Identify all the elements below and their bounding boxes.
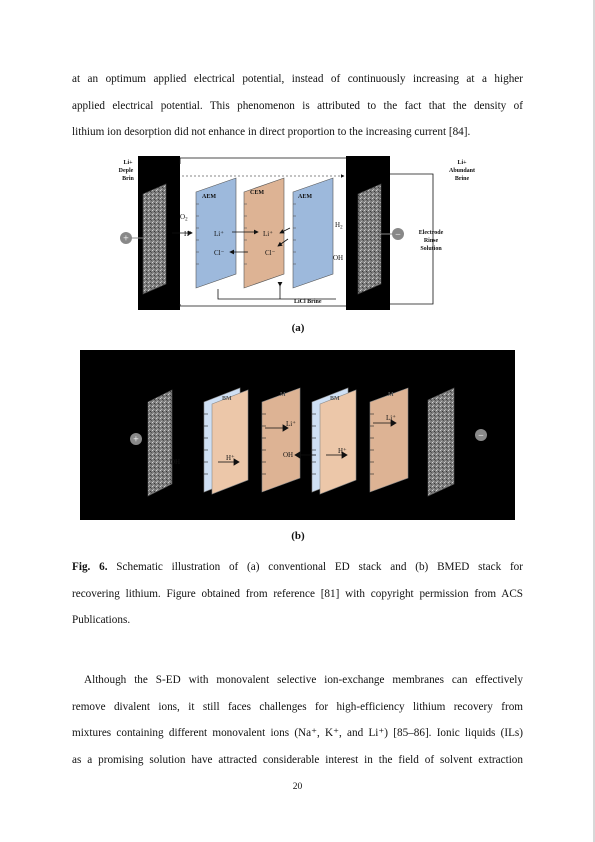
text-line: lithium ion desorption did not enhance in direct proportion to the increasing current [84]. (72, 126, 471, 138)
bipolar-membrane-tan (212, 390, 248, 494)
caption-line: Publications. (72, 614, 131, 626)
page-number: 20 (292, 782, 303, 792)
cem-label: CEM (250, 190, 264, 196)
o2-label: $O_2$ (180, 213, 188, 223)
rinse-solution-label: Rinse (423, 238, 439, 244)
membrane-label: M (280, 392, 286, 398)
membrane-label: BM (222, 396, 232, 402)
paragraph-bottom (72, 667, 523, 773)
text-line: remove divalent ions, it still faces challenges for high-efficiency lithium recovery from (72, 700, 523, 713)
figure-a-diagram (108, 154, 488, 314)
rinse-solution-label: Solution (420, 246, 442, 252)
anode-electrode (148, 390, 172, 496)
cathode-electrode (358, 184, 381, 294)
oh-ion-label: OH (283, 451, 294, 459)
figure-b (80, 350, 515, 520)
anode-symbol: + (123, 233, 129, 245)
text-line: as a promising solution have attracted considerable interest in the field of solvent extraction (72, 753, 523, 766)
caption-fig-label: Fig. 6. (72, 561, 108, 573)
h2-label: $H_2$ (335, 221, 343, 231)
cathode-electrode (428, 388, 454, 496)
bipolar-membrane-tan (320, 390, 356, 494)
cathode-symbol: − (395, 229, 401, 241)
caption-line (72, 554, 523, 581)
caption-line: recovering lithium. Figure obtained from reference [81] with copyright permission from ACS (72, 587, 523, 600)
text-line: mixtures containing different monovalent ions (Na⁺, K⁺, and Li⁺) [85–86]. Ionic liquids (ILs) (72, 727, 523, 739)
aem-right-label: AEM (298, 194, 312, 200)
figure-b-diagram (80, 350, 515, 520)
paragraph-top (72, 66, 523, 146)
membrane-label: M (388, 392, 394, 398)
abundant-brine-label: Li+ (457, 160, 467, 166)
cation-membrane (370, 388, 408, 492)
text-line: Although the S-ED with monovalent selective ion-exchange membranes can effectively (84, 674, 523, 686)
text-line: applied electrical potential. This phenomenon is attributed to the fact that the density of (72, 99, 523, 112)
hplus-ion-label: H⁺ (226, 454, 235, 462)
caption-text: Schematic illustration of (a) conventional ED stack and (b) BMED stack for (107, 561, 523, 573)
oh-ion-label: OH (170, 458, 181, 466)
figure-a-label: (a) (291, 322, 305, 334)
membrane-label: BM (330, 396, 340, 402)
text-line: at an optimum applied electrical potential, instead of continuously increasing at a higher (72, 73, 523, 85)
li-ion-label: Li⁺ (263, 230, 273, 238)
cl-ion-label: Cl⁻ (265, 249, 276, 257)
cl-ion-label: Cl⁻ (214, 249, 225, 257)
li-ion-label: Li⁺ (286, 420, 296, 428)
figure-caption (72, 554, 523, 634)
abundant-brine-label: Abundant (448, 168, 476, 174)
depleted-brine-label: Li+ (123, 160, 133, 166)
abundant-brine-label: Brine (454, 176, 470, 182)
anode-symbol: + (133, 434, 139, 446)
aem-left-label: AEM (202, 194, 216, 200)
figure-b-label: (b) (291, 530, 305, 542)
cation-membrane (262, 388, 300, 492)
oh-label: OH (333, 254, 344, 262)
li-ion-label: Li⁺ (214, 230, 224, 238)
figure-a (108, 154, 488, 314)
cathode-symbol: − (478, 430, 484, 442)
depleted-brine-label: Deple (118, 168, 134, 174)
anode-electrode (143, 184, 166, 294)
licl-brine-label: LiCl Brine (294, 299, 322, 305)
hplus-label: H⁺ (184, 230, 193, 238)
li-ion-label: Li⁺ (386, 414, 396, 422)
depleted-brine-label: Brin (122, 176, 134, 182)
rinse-solution-label: Electrode (418, 230, 444, 236)
hplus-ion-label: H⁺ (338, 447, 347, 455)
